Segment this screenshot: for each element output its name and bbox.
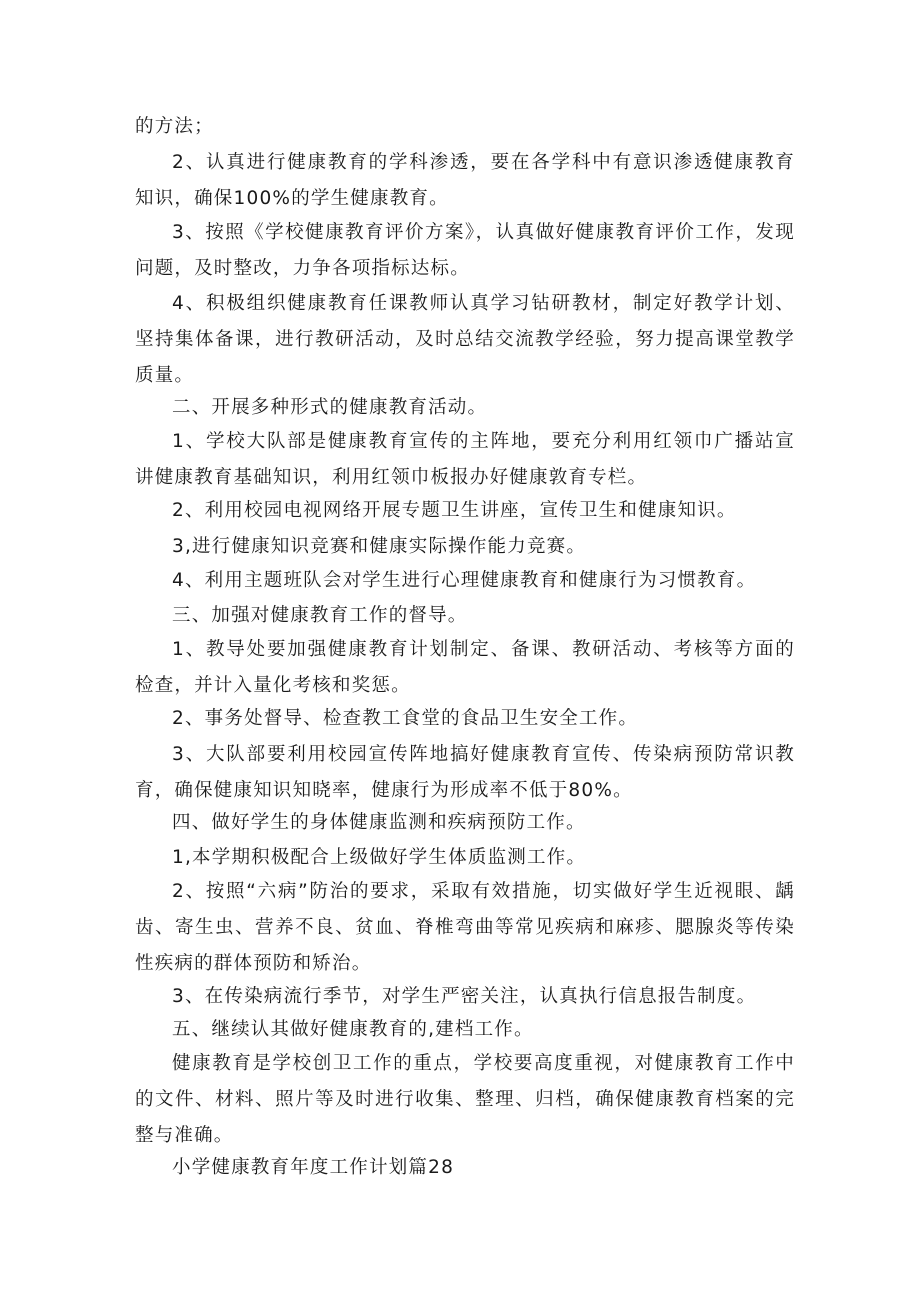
section-heading-2: 二、开展多种形式的健康教育活动。 bbox=[172, 397, 488, 418]
paragraph-item-3: 3、按照《学校健康教育评价方案》，认真做好健康教育评价工作，发现问题，及时整改，力争各项指标达标。 bbox=[135, 222, 795, 279]
paragraph-item-2: 2、认真进行健康教育的学科渗透，要在各学科中有意识渗透健康教育知识，确保100%的学生健康教育。 bbox=[135, 152, 795, 209]
paragraph-archive: 健康教育是学校创卫工作的重点，学校要高度重视，对健康教育工作中的文件、材料、照片等及时进行收集、整理、归档，确保健康教育档案的完整与准确。 bbox=[135, 1053, 795, 1146]
paragraph-activity-4: 4、利用主题班队会对学生进行心理健康教育和健康行为习惯教育。 bbox=[172, 570, 757, 591]
paragraph-supervision-3: 3、大队部要利用校园宣传阵地搞好健康教育宣传、传染病预防常识教育，确保健康知识知晓率，健康行为形成率不低于80%。 bbox=[135, 744, 795, 801]
paragraph-monitoring-3: 3、在传染病流行季节，对学生严密关注，认真执行信息报告制度。 bbox=[172, 986, 757, 1007]
paragraph-continuation: 的方法； bbox=[135, 116, 214, 137]
paragraph-item-4: 4、积极组织健康教育任课教师认真学习钻研教材，制定好教学计划、坚持集体备课，进行教研活动，及时总结交流教学经验，努力提高课堂教学质量。 bbox=[135, 293, 795, 386]
paragraph-activity-3: 3,进行健康知识竞赛和健康实际操作能力竞赛。 bbox=[172, 536, 587, 557]
paragraph-supervision-2: 2、事务处督导、检查教工食堂的食品卫生安全工作。 bbox=[172, 708, 639, 729]
section-heading-3: 三、加强对健康教育工作的督导。 bbox=[172, 605, 468, 626]
section-heading-4: 四、做好学生的身体健康监测和疾病预防工作。 bbox=[172, 812, 586, 833]
next-article-title: 小学健康教育年度工作计划篇28 bbox=[172, 1157, 455, 1178]
paragraph-activity-1: 1、学校大队部是健康教育宣传的主阵地，要充分利用红领巾广播站宣讲健康教育基础知识，利用红领巾板报办好健康敦育专栏。 bbox=[135, 431, 795, 488]
paragraph-monitoring-2: 2、按照“六病”防治的要求，采取有效措施，切实做好学生近视眼、龋齿、寄生虫、营养不良、贫血、脊椎弯曲等常见疾病和麻疹、腮腺炎等传染性疾病的群体预防和矫治。 bbox=[135, 881, 795, 974]
section-heading-5: 五、继续认其做好健康教育的,建档工作。 bbox=[172, 1019, 534, 1040]
paragraph-supervision-1: 1、教导处要加强健康教育计划制定、备课、教研活动、考核等方面的检查，并计入量化考核和奖惩。 bbox=[135, 639, 795, 696]
paragraph-monitoring-1: 1,本学期积极配合上级做好学生体质监测工作。 bbox=[172, 847, 587, 868]
paragraph-activity-2: 2、利用校园电视网络开展专题卫生讲座，宣传卫生和健康知识。 bbox=[172, 500, 737, 521]
